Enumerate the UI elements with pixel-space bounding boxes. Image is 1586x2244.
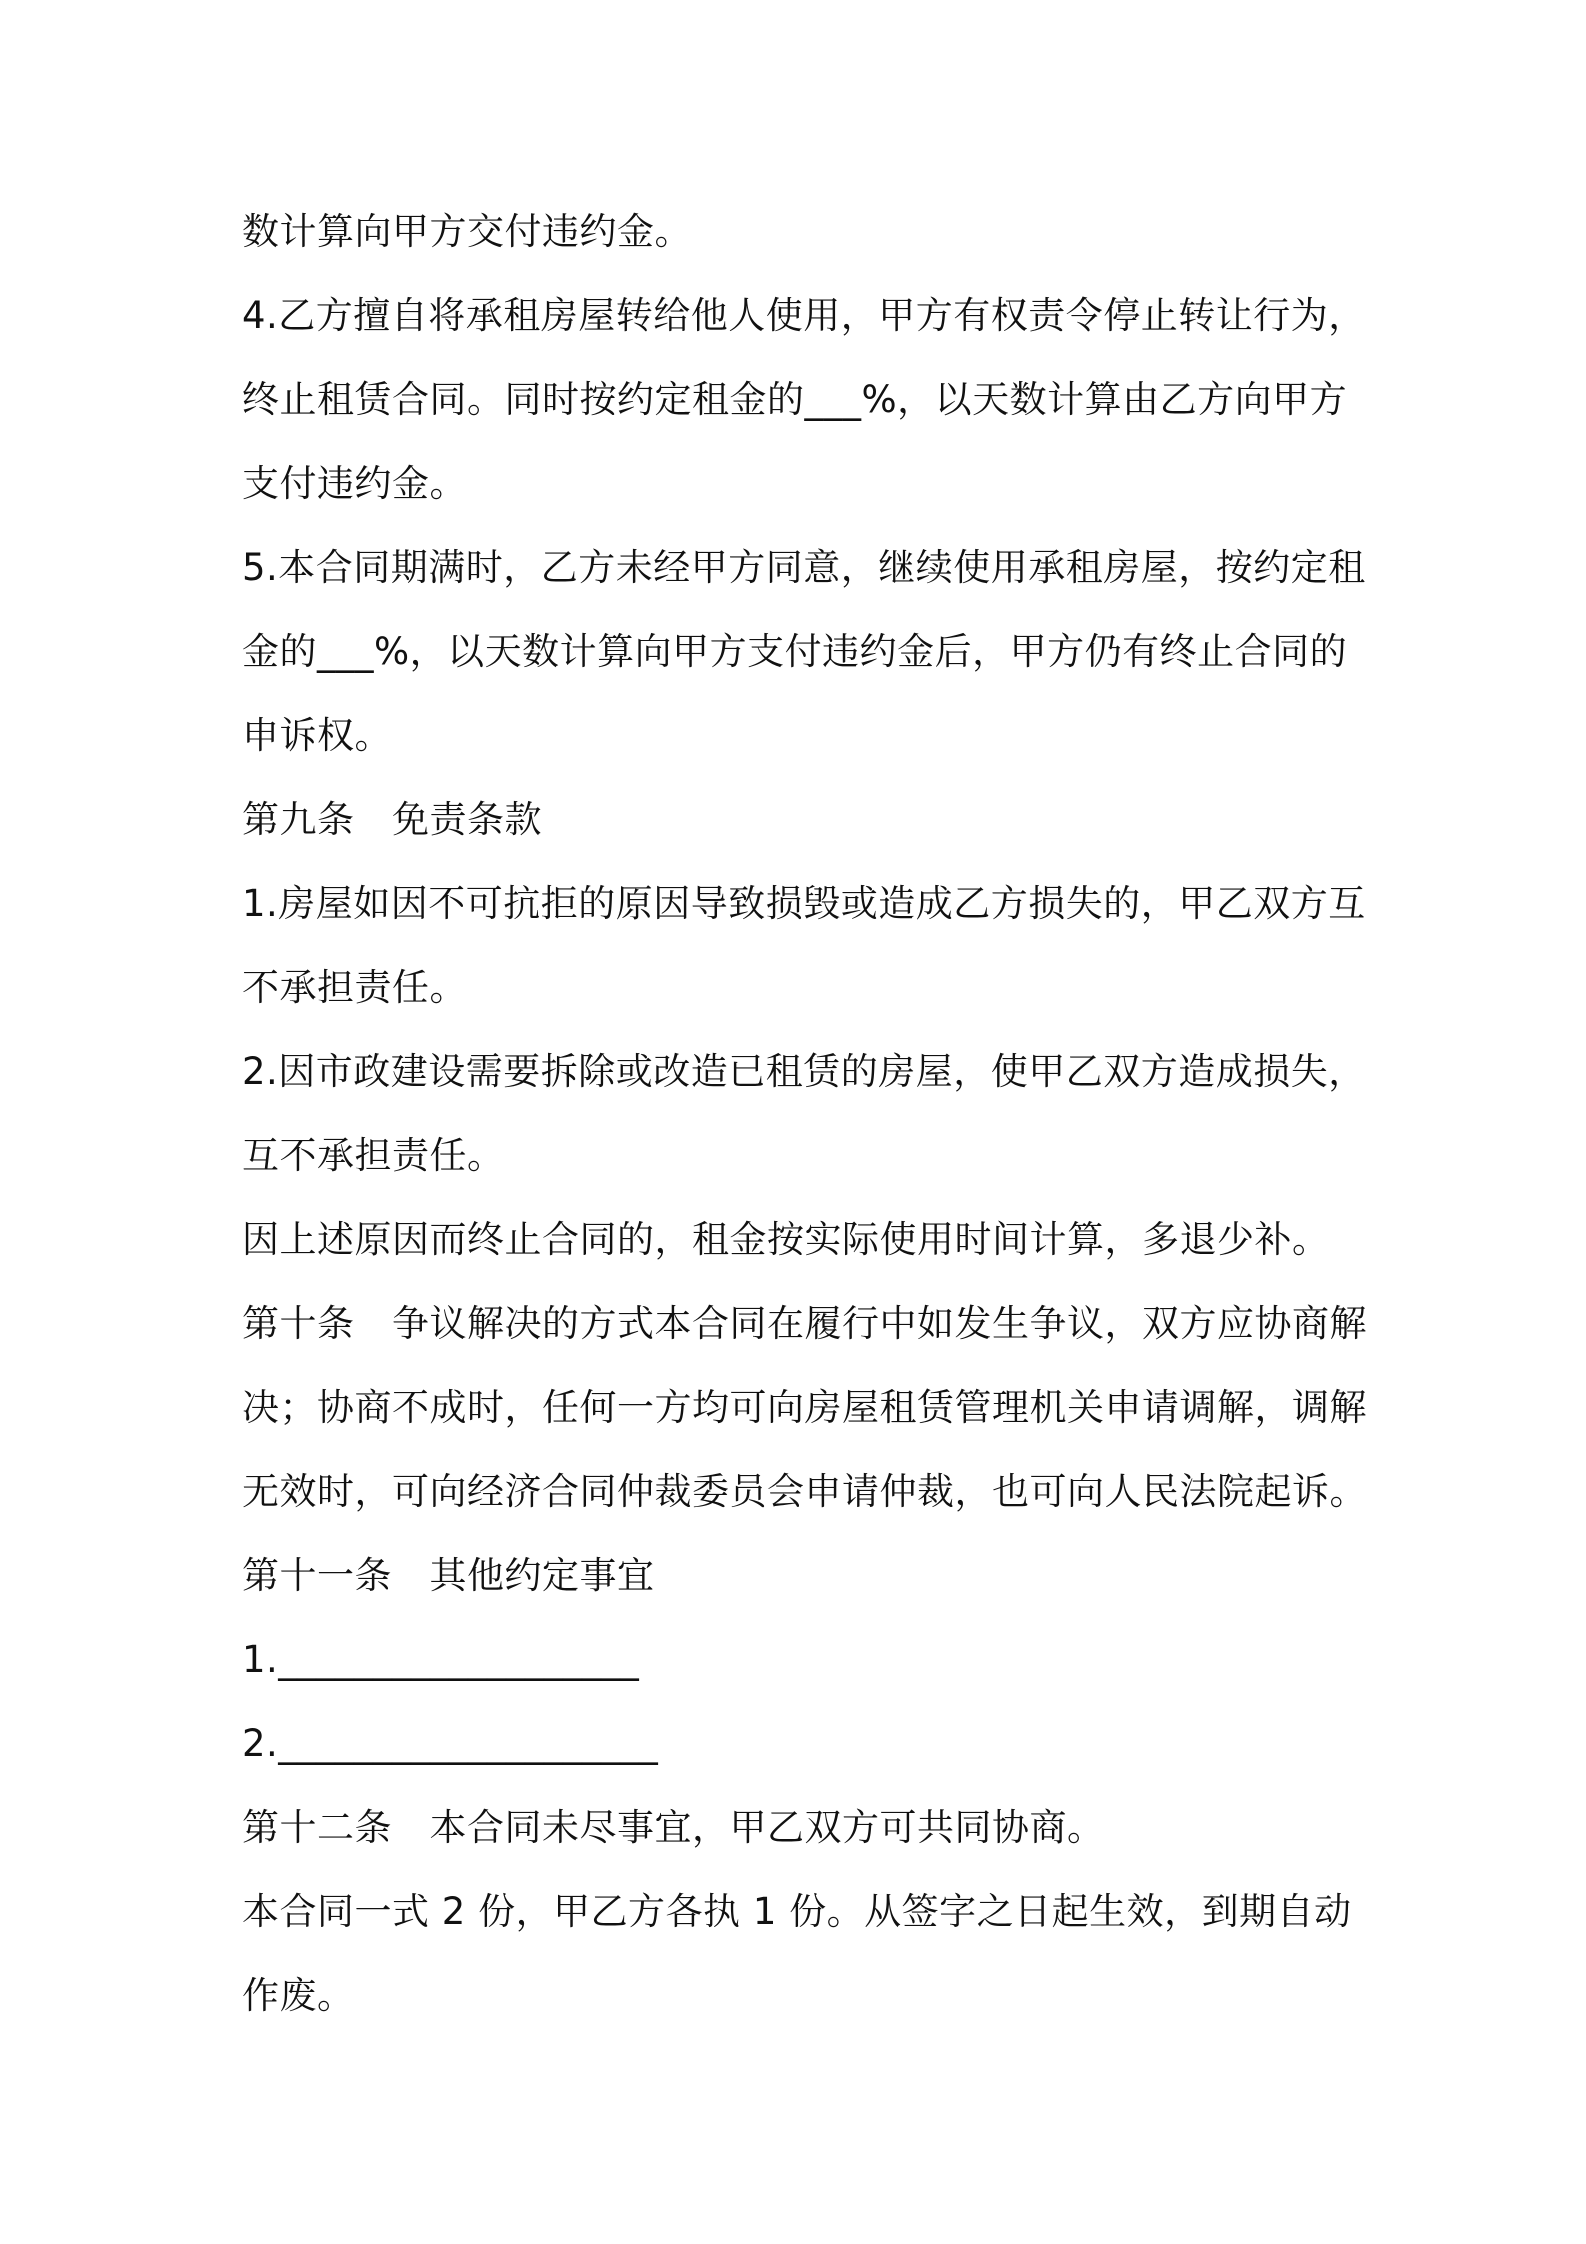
text-line: 互不承担责任。 — [242, 1134, 505, 1177]
section-heading-article-9: 第九条 免责条款 — [242, 798, 542, 841]
text-line: 数计算向甲方交付违约金。 — [242, 210, 692, 253]
text-line: 因上述原因而终止合同的，租金按实际使用时间计算，多退少补。 — [242, 1218, 1330, 1261]
text-line: 决；协商不成时，任何一方均可向房屋租赁管理机关申请调解，调解 — [242, 1386, 1367, 1429]
text-line: 申诉权。 — [242, 714, 392, 757]
section-heading-article-10: 第十条 争议解决的方式本合同在履行中如发生争议，双方应协商解 — [242, 1302, 1367, 1345]
text-line: 本合同一式 2 份，甲乙方各执 1 份。从签字之日起生效，到期自动 — [242, 1890, 1352, 1933]
blank-item-1: 1.___________________ — [242, 1638, 640, 1681]
text-line: 2.因市政建设需要拆除或改造已租赁的房屋，使甲乙双方造成损失， — [242, 1050, 1366, 1093]
text-line: 作废。 — [242, 1974, 355, 2017]
section-heading-article-11: 第十一条 其他约定事宜 — [242, 1554, 655, 1597]
text-line: 金的___%，以天数计算向甲方支付违约金后，甲方仍有终止合同的 — [242, 630, 1348, 673]
text-line: 无效时，可向经济合同仲裁委员会申请仲裁，也可向人民法院起诉。 — [242, 1470, 1367, 1513]
text-line: 4.乙方擅自将承租房屋转给他人使用，甲方有权责令停止转让行为， — [242, 294, 1366, 337]
text-line: 支付违约金。 — [242, 462, 467, 505]
text-line: 不承担责任。 — [242, 966, 467, 1009]
text-line: 终止租赁合同。同时按约定租金的___%，以天数计算由乙方向甲方 — [242, 378, 1348, 421]
text-line: 1.房屋如因不可抗拒的原因导致损毁或造成乙方损失的，甲乙双方互 — [242, 882, 1366, 925]
document-body — [242, 190, 1367, 2038]
section-heading-article-12: 第十二条 本合同未尽事宜，甲乙双方可共同协商。 — [242, 1806, 1105, 1849]
blank-item-2: 2.____________________ — [242, 1722, 659, 1765]
text-line: 5.本合同期满时，乙方未经甲方同意，继续使用承租房屋，按约定租 — [242, 546, 1366, 589]
